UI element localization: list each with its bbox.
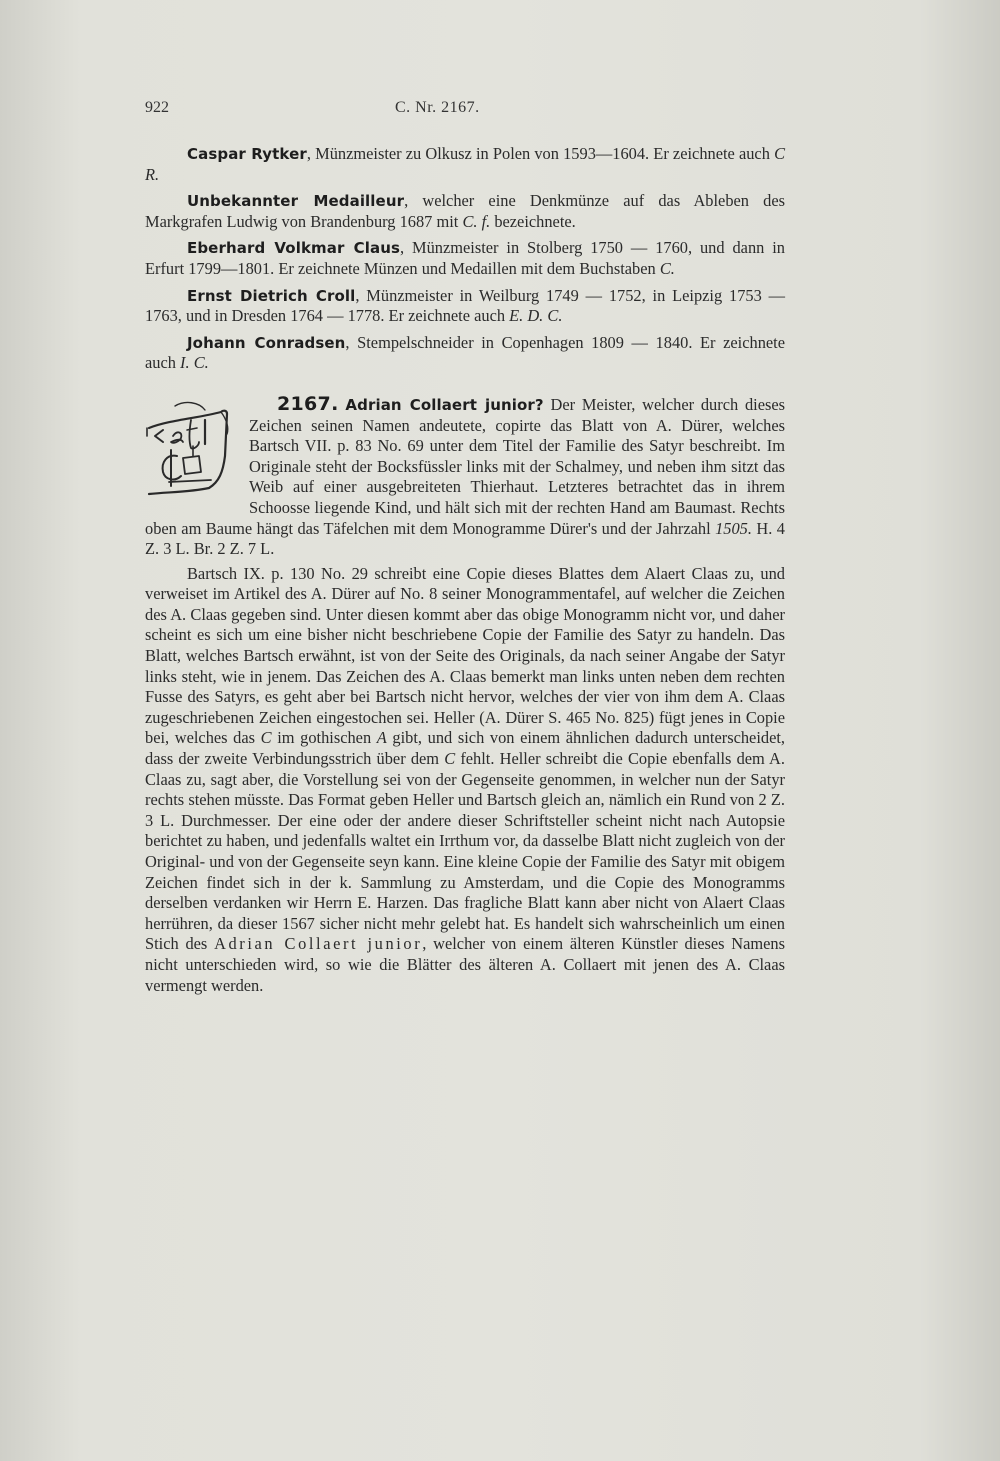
entry-name: Unbekannter Medailleur xyxy=(187,192,405,211)
entry-rytker xyxy=(145,144,785,185)
monogram-icon xyxy=(139,398,237,500)
dürer-year: 1505. xyxy=(715,518,752,538)
paragraph-2-text-a: Bartsch IX. p. 130 No. 29 schreibt eine Copie dieses Blattes dem Alaert Claas zu, und verweiset im Artikel des A. Dürer auf No. 8 seiner Monogrammentafel, auf welcher die Zeichen des A. Claas gegeben sind. Unter diesen kommt aber das obige Monogramm nicht vor, und daher scheint es sich um eine bisher nicht beschriebene Copie der Familie des Satyr zu handeln. Das Blatt, welches Bartsch erwähnt, ist von der Seite des Originals, da nach seiner Angabe der Satyr links steht, wie in jenem. Das Zeichen des A. Claas bemerkt man links unten neben dem rechten Fusse des Satyrs, es geht aber bei Bartsch nicht hervor, welches der vier von ihm dem A. Claas zugeschriebenen Zeichen eingestochen sei. Heller (A. Dürer S. 465 No. 825) fügt jenes in Copie bei, welches das xyxy=(145,563,785,748)
entry-signature: E. D. C. xyxy=(509,306,563,326)
monogram-drawing xyxy=(139,398,237,500)
paragraph-2-text-d: fehlt. Heller schreibt die Copie ebenfalls dem A. Claas zu, sagt aber, die Vorstellung sei von der Gegenseite genommen, in welcher nun der Satyr rechts stehen müsste. Das Format geben Heller und Bartsch gleich an, nämlich ein Rund von 2 Z. 3 L. Durchmesser. Der eine oder der andere dieser Schriftsteller scheint nicht nach Autopsie berichtet zu haben, und jedenfalls waltet ein Irrthum vor, da dasselbe Blatt nicht zugleich von der Original- und von der Gegenseite seyn kann. Eine kleine Copie der Familie des Satyr mit obigem Zeichen findet sich in der k. Sammlung zu Amsterdam, und die Copie des Monogramms derselben verdanken wir Herrn E. Harzen. Das fragliche Blatt kann aber nicht von Alaert Claas herrühren, da dieser 1567 sicher nicht mehr gelebt hat. Es handelt sich wahrscheinlich um einen Stich des xyxy=(145,749,785,954)
entry-number: 2167. xyxy=(277,392,339,415)
entry-title: Adrian Collaert junior? xyxy=(345,395,544,414)
entry-2167-paragraph-1 xyxy=(145,394,785,560)
entry-unbekannter-medailleur xyxy=(145,191,785,232)
entry-signature: C. xyxy=(659,258,675,278)
entry-name: Johann Conradsen xyxy=(187,333,346,352)
signature-c-2: C xyxy=(444,749,456,769)
entry-text-tail: bezeichnete. xyxy=(490,211,576,231)
text-column xyxy=(145,98,785,1002)
page-header xyxy=(145,98,785,122)
entry-text: , Stempelschneider in Copenhagen 1809 — 1840. Er zeichnete auch xyxy=(145,332,785,373)
entry-signature: I. C. xyxy=(180,353,209,373)
entry-claus xyxy=(145,238,785,279)
entry-2167-text-a: Der Meister, welcher durch dieses Zeichen seinen Namen andeutete, copirte das Blatt von A. Dürer, welches Bartsch VII. p. 83 No. 69 unter dem Titel der Familie des Satyr beschreibt. Im Originale steht der Bocksfüssler links mit der Schalmey, und neben ihm sitzt das Weib auf einer ausgebreiteten Thierhaut. Letzteres betrachtet das in ihrem Schoosse liegende Kind, und hält sich mit der rechten Hand am Baumast. Rechts oben am Baume hängt das Täfelchen mit dem Monogramme Dürer's und der Jahrzahl xyxy=(145,394,786,538)
entry-text: , Münzmeister in Weilburg 1749 — 1752, in Leipzig 1753 — 1763, und in Dresden 1764 — 1778. Er zeichnete auch xyxy=(145,285,785,326)
paragraph-2-text-b: im gothischen xyxy=(271,728,377,748)
spaced-artist-name: Adrian Collaert junior xyxy=(214,934,423,954)
page-number: 922 xyxy=(145,99,169,116)
signature-gothic-a: A xyxy=(376,728,387,748)
entry-croll xyxy=(145,286,785,327)
paragraph-2-text-e: , welcher von einem älteren Künstler dieses Namens nicht unterschieden wird, so wie die Blätter des älteren A. Collaert mit jenen des A. Claas vermengt werden. xyxy=(145,934,785,995)
entry-2167 xyxy=(145,394,785,996)
entry-signature: C R. xyxy=(145,144,785,184)
entry-text: , welcher eine Denkmünze auf das Ableben des Markgrafen Ludwig von Brandenburg 1687 mit xyxy=(145,191,786,231)
entry-conradsen xyxy=(145,333,785,374)
entry-signature: C. f. xyxy=(462,211,491,231)
entry-text: , Münzmeister in Stolberg 1750 — 1760, und dann in Erfurt 1799—1801. Er zeichnete Münzen und Medaillen mit dem Buchstaben xyxy=(145,238,786,278)
entry-name: Ernst Dietrich Croll xyxy=(187,286,356,305)
entry-name: Caspar Rytker xyxy=(187,145,307,163)
entry-name: Eberhard Volkmar Claus xyxy=(187,239,400,258)
running-title: C. Nr. 2167. xyxy=(395,99,480,116)
signature-c-1: C xyxy=(260,728,272,748)
entry-2167-text-b: H. 4 Z. 3 L. Br. 2 Z. 7 L. xyxy=(145,518,785,559)
paragraph-2-text-c: gibt, und sich von einem ähnlichen dadurch unterscheidet, dass der zweite Verbindungsstrich über dem xyxy=(145,728,786,769)
entry-text: , Münzmeister zu Olkusz in Polen von 1593—1604. Er zeichnete auch xyxy=(306,144,775,163)
entry-2167-paragraph-2 xyxy=(145,564,785,996)
